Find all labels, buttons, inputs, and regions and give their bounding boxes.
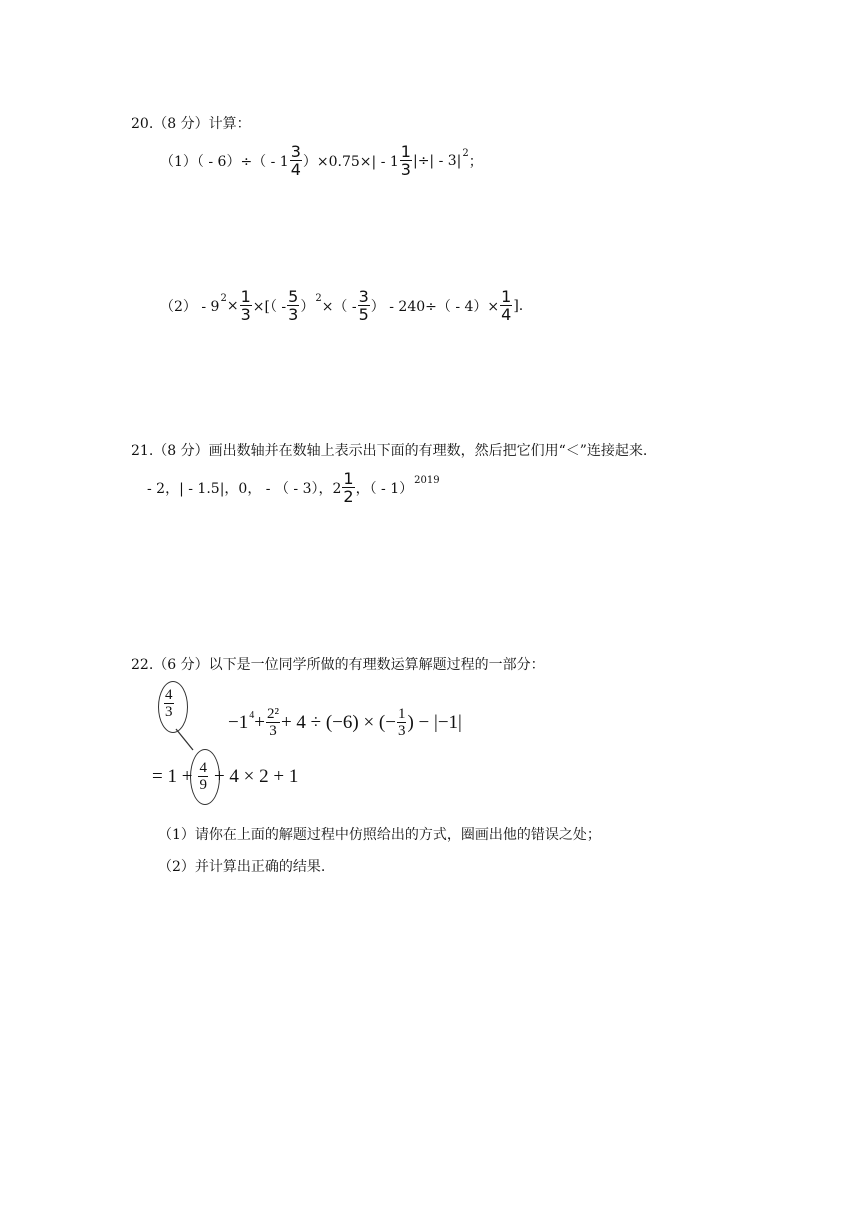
q22-expression-line-1 — [228, 706, 462, 739]
fraction-denominator: 3 — [400, 160, 411, 179]
q20-part2-text-b: × — [226, 297, 239, 314]
q21-numbers-text-b: ，（ - 1） — [355, 480, 414, 497]
fraction-denominator: 5 — [358, 305, 369, 324]
expr-term: ) − |−1| — [407, 711, 462, 733]
q20-part2-exponent-b: 2 — [315, 293, 322, 304]
expr-exponent: 4 — [249, 710, 255, 721]
fraction-numerator: 3 — [358, 287, 369, 306]
q22-task-2: （2）并计算出正确的结果. — [158, 859, 326, 875]
fraction-numerator: 4 — [165, 687, 173, 703]
circled-fraction-example — [163, 687, 175, 720]
q21-exponent: 2019 — [414, 475, 440, 486]
q20-part2-fraction-c — [358, 288, 370, 323]
q22-task-1: （1）请你在上面的解题过程中仿照给出的方式，圈画出他的错误之处； — [158, 827, 601, 843]
q20-part2-fraction-d — [500, 288, 512, 323]
q20-part2-fraction-a — [240, 288, 252, 323]
q20-part1-text-c: |÷| - 3| — [412, 152, 462, 169]
fraction-numerator: 1 — [501, 287, 512, 306]
q20-part1-text-a: （1）（ - 6）÷（ - 1 — [160, 153, 289, 170]
fraction-numerator: 4 — [199, 760, 207, 776]
q20-part2-text-d: ） — [300, 298, 315, 315]
fraction-numerator: 1 — [343, 469, 354, 488]
expr-term: + 4 ÷ (−6) × (− — [280, 711, 396, 733]
fraction-denominator: 9 — [199, 777, 207, 793]
fraction-denominator: 3 — [165, 704, 173, 720]
expr-fraction-b — [397, 706, 407, 739]
q21-numbers-text-a: - 2，| - 1.5|，0， - （ - 3），2 — [147, 480, 342, 497]
q20-part1-text-b: ）×0.75×| - 1 — [302, 153, 399, 170]
q20-part2-text-e: ×（ - — [321, 298, 357, 315]
fraction-denominator: 4 — [501, 305, 512, 324]
q20-part2-text-g: ]. — [513, 297, 524, 314]
fraction-denominator: 4 — [290, 160, 301, 179]
fraction-numerator: 3 — [290, 142, 301, 161]
fraction-numerator: 2² — [266, 706, 279, 722]
expr-term: + — [254, 711, 265, 733]
expr-term: −1 — [228, 711, 249, 733]
q20-part2-text-c: ×[（ - — [252, 298, 287, 315]
fraction-numerator: 1 — [400, 142, 411, 161]
q20-part2 — [160, 288, 523, 323]
q20-part2-exponent-a: 2 — [220, 293, 227, 304]
q20-part1-text-d: ； — [468, 153, 483, 170]
q20-part2-text-a: （2） - 9 — [160, 298, 220, 315]
fraction-denominator: 3 — [397, 723, 406, 739]
fraction-numerator: 5 — [288, 287, 299, 306]
fraction-denominator: 3 — [269, 723, 277, 739]
q22-header: 22.（6 分）以下是一位同学所做的有理数运算解题过程的一部分： — [131, 657, 545, 673]
q20-part1-fraction-b — [400, 143, 412, 178]
q21-mixed-fraction — [342, 470, 354, 505]
q20-header: 20.（8 分）计算： — [131, 116, 251, 132]
q20-part1-exponent: 2 — [462, 148, 469, 159]
expr-fraction-a — [266, 706, 280, 739]
expr-term: = 1 + — [152, 765, 193, 787]
q22-expression-line-2 — [152, 760, 298, 793]
connector-line — [170, 728, 200, 752]
q20-part2-fraction-b — [287, 288, 299, 323]
fraction-numerator: 1 — [397, 706, 406, 722]
circled-fraction-error — [198, 760, 208, 793]
q21-header: 21.（8 分）画出数轴并在数轴上表示出下面的有理数，然后把它们用“＜”连接起来. — [131, 443, 648, 459]
fraction-denominator: 3 — [240, 305, 251, 324]
fraction-denominator: 2 — [343, 487, 354, 506]
fraction-numerator: 1 — [240, 287, 251, 306]
fraction-denominator: 3 — [288, 305, 299, 324]
q20-part1 — [160, 143, 483, 178]
q20-part1-fraction-a — [290, 143, 302, 178]
q21-numbers — [147, 470, 440, 505]
q20-part2-text-f: ） - 240÷（ - 4）× — [370, 298, 500, 315]
expr-term: + 4 × 2 + 1 — [213, 765, 299, 787]
